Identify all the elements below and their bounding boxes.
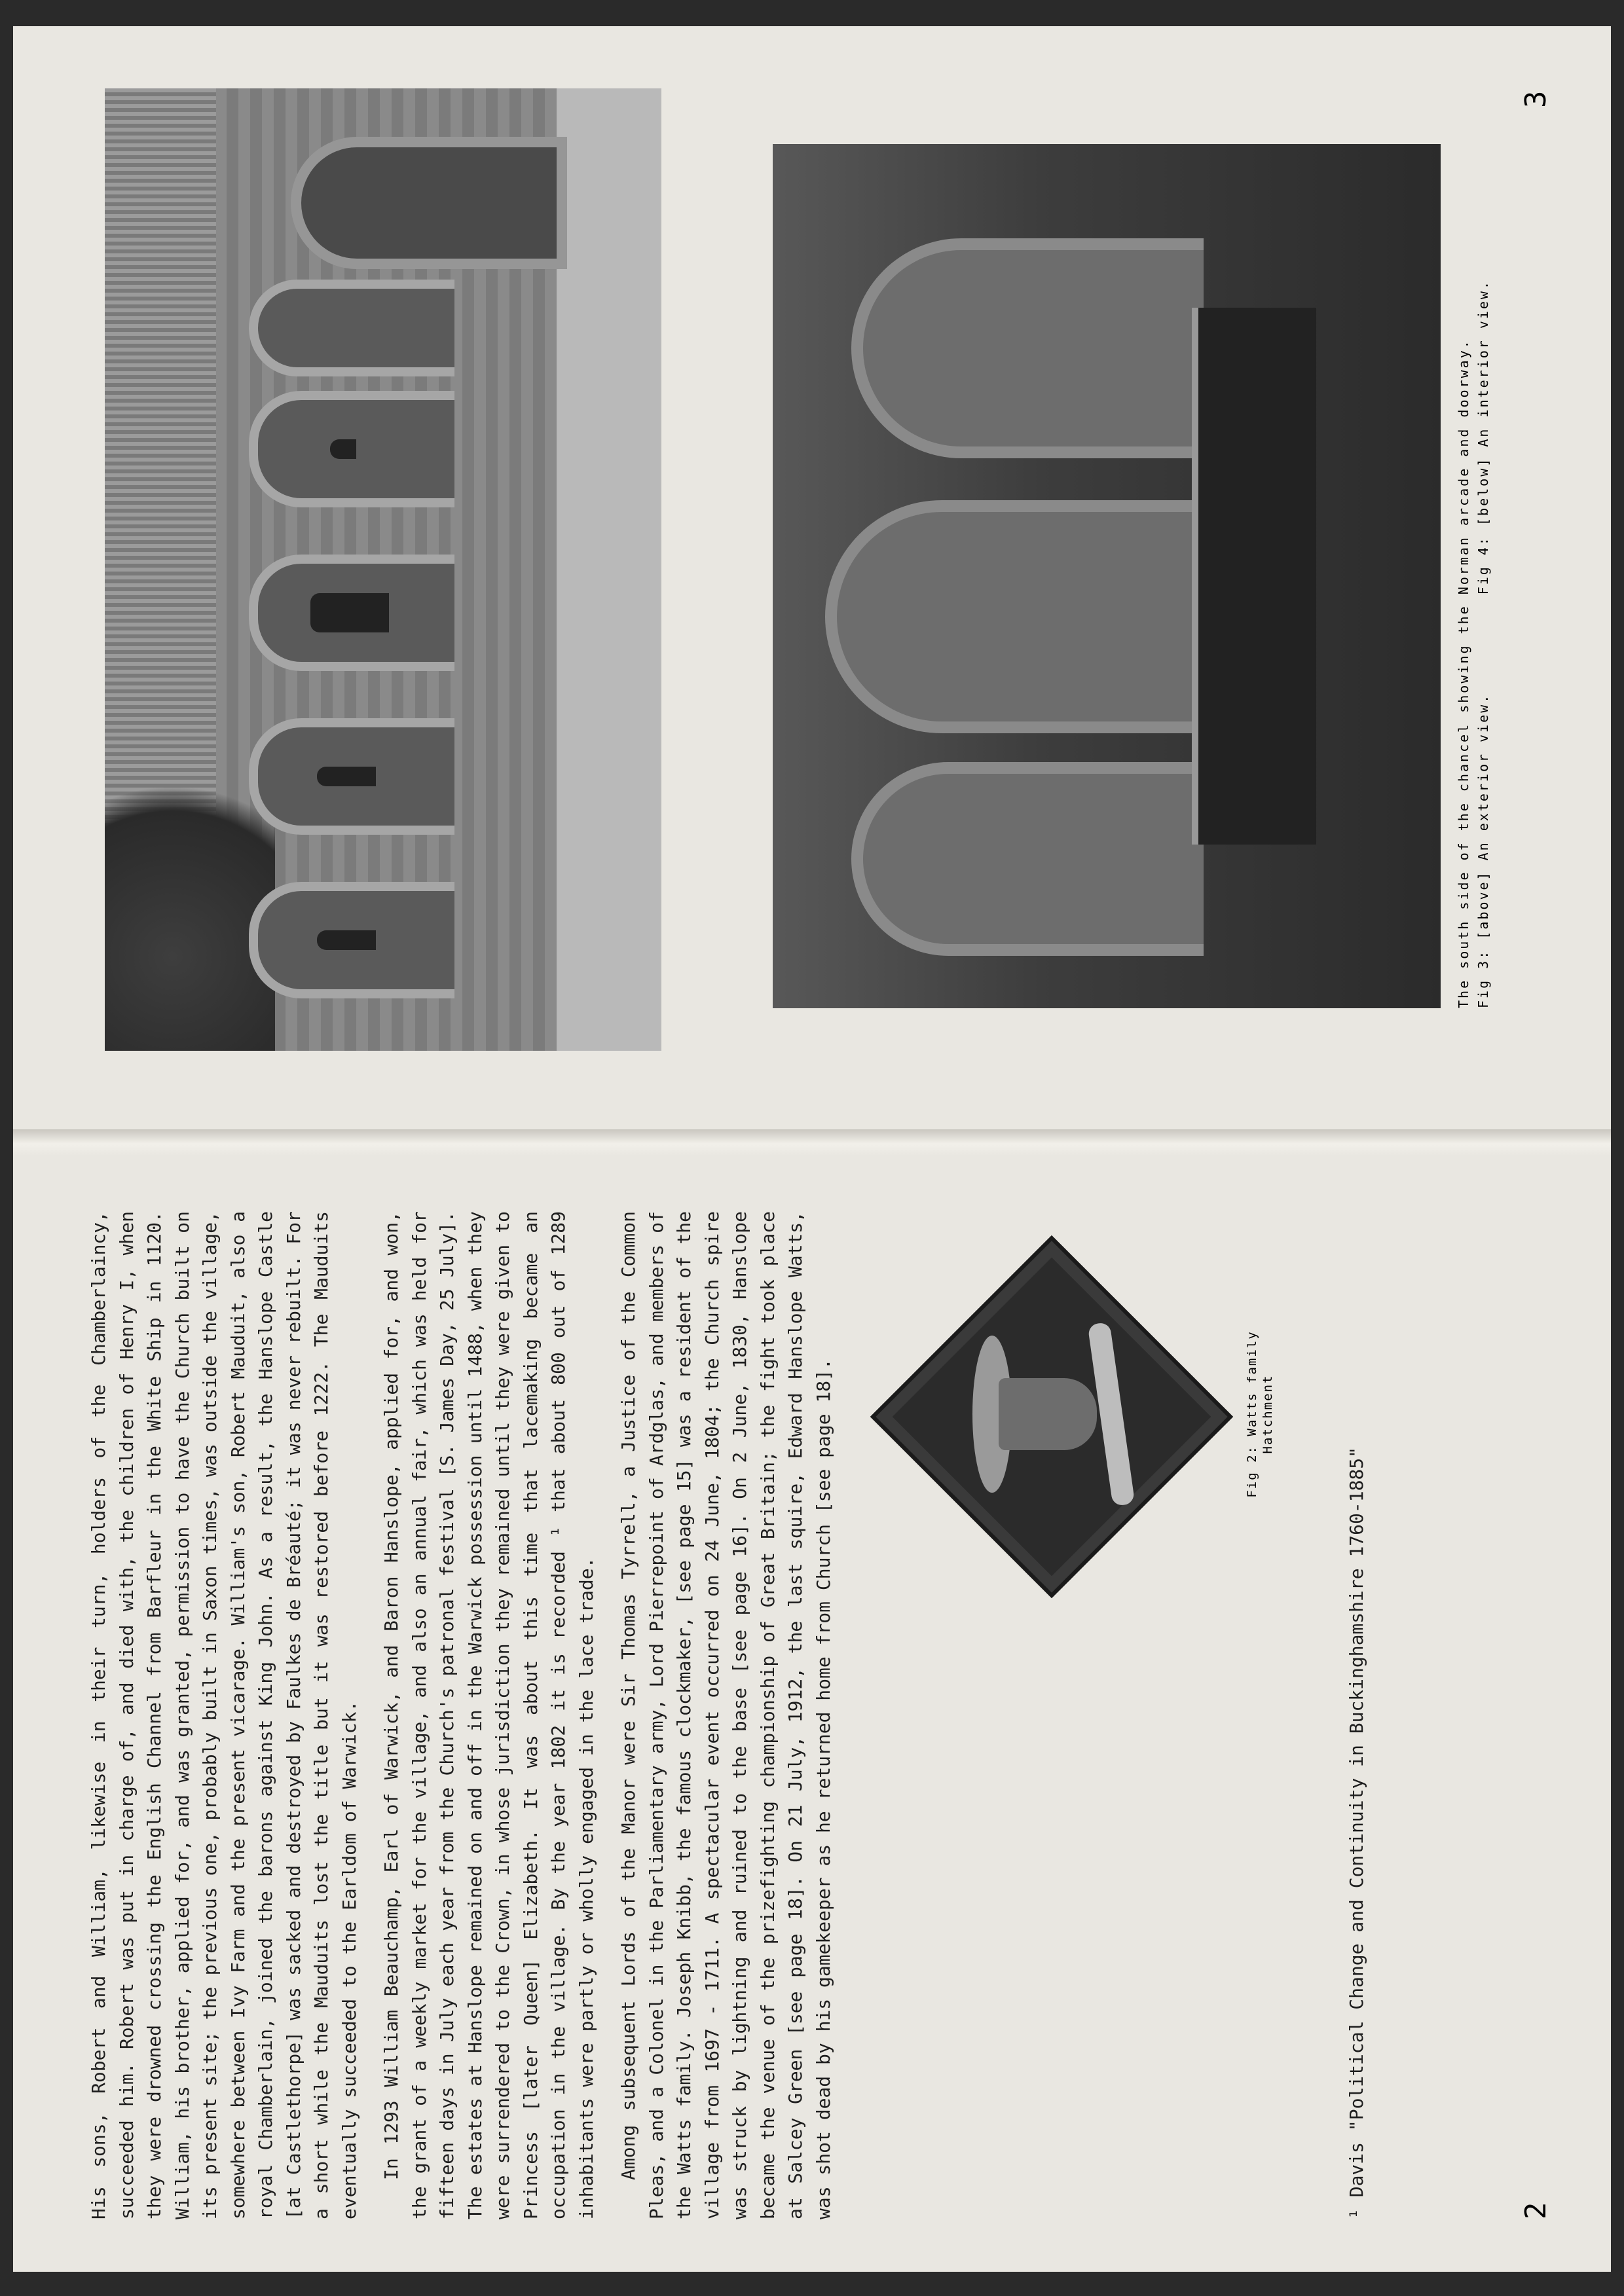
norman-arch <box>249 391 454 507</box>
figure-caption-line-2: Hatchment <box>1261 1374 1275 1454</box>
norman-arch <box>249 280 454 376</box>
interior-photo-image <box>773 144 1441 1008</box>
photo-caption <box>1454 144 1493 1008</box>
caption-line-2: Fig 3: [above] An exterior view. Fig 4: [below] An interior view. <box>1475 279 1491 1008</box>
interior-arch <box>851 762 1204 956</box>
left-page <box>13 1159 1611 2272</box>
altar <box>1192 308 1316 845</box>
norman-arch <box>249 718 454 835</box>
body-text <box>85 1211 852 2219</box>
page-number: 2 <box>1519 2202 1553 2219</box>
paragraph: Among subsequent Lords of the Manor were Sir Thomas Tyrrell, a Justice of the Common Pleas, and a Colonel in the Parliamentary army, Lord Pierrepoint of Ardglas, and members of the Watts family. Joseph Knibb, the famous clockmaker, [see page 15] was a resident of the village from 1697 - 1711. A spectacular event occurred on 24 June, 1804; the Church spire was struck by lightning and ruined to the base [see page 16]. On 2 June, 1830, Hanslope became the venue of the prizefighting championship of Great Britain; the fight took place at Salcey Green [see page 18]. On 21 July, 1912, the last squire, Edward Hanslope Watts, was shot dead by his gamekeeper as he returned home from Church [see page 18]. <box>618 1211 834 2219</box>
exterior-photo-image <box>105 88 661 1051</box>
grass <box>557 88 661 1051</box>
interior-arch <box>825 500 1204 733</box>
interior-arch <box>851 238 1204 458</box>
caption-line-1: The south side of the chancel showing the Norman arcade and doorway. <box>1456 338 1471 1008</box>
shield <box>999 1378 1097 1450</box>
paragraph: In 1293 William Beauchamp, Earl of Warwick, and Baron Hanslope, applied for, and won, the grant of a weekly market for the village, and also an annual fair, which was held for fifteen days in July each year from the Church's patronal festival [S. James Day, 25 July]. The estates at Hanslope remained on and off in the Warwick possession until 1488, when they were surrendered to the Crown, in whose jurisdiction they remained until they were given to Princess [later Queen] Elizabeth. It was about this time that lacemaking became an occupation in the village. By the year 1802 it is recorded ¹ that about 800 out of 1289 inhabitants were partly or wholly engaged in the lace trade. <box>380 1211 597 2219</box>
norman-arch <box>249 882 454 998</box>
norman-arch <box>249 555 454 671</box>
footnote: ¹ Davis "Political Change and Continuity in Buckinghamshire 1760-1885" <box>1346 1446 1367 2219</box>
paragraph: His sons, Robert and William, likewise in their turn, holders of the Chamberlaincy, succeeded him. Robert was put in charge of, and died with, the children of Henry I, when they were drowned crossing the English Channel from Barfleur in the White Ship in 1120. William, his brother, applied for, and was granted, permission to have the Church built on its present site; the previous one, probably built in Saxon times, was outside the village, somewhere between Ivy Farm and the present vicarage. William's son, Robert Mauduit, also a royal Chamberlain, joined the barons against King John. As a result, the Hanslope Castle [at Castlethorpe] was sacked and destroyed by Faulkes de Bréauté; it was never rebuilt. For a short while the Mauduits lost the title but it was restored before 1222. The Mauduits eventually succeeded to the Earldom of Warwick. <box>88 1211 360 2219</box>
norman-doorway <box>301 147 557 259</box>
right-page <box>13 26 1611 1129</box>
book-gutter <box>13 1129 1611 1156</box>
figure-caption-line-1: Fig 2: Watts family <box>1245 1330 1259 1498</box>
book-spread <box>13 26 1611 2272</box>
figure-caption <box>1244 1316 1276 1512</box>
page-number: 3 <box>1519 90 1553 108</box>
hatchment-figure <box>884 1244 1225 1584</box>
